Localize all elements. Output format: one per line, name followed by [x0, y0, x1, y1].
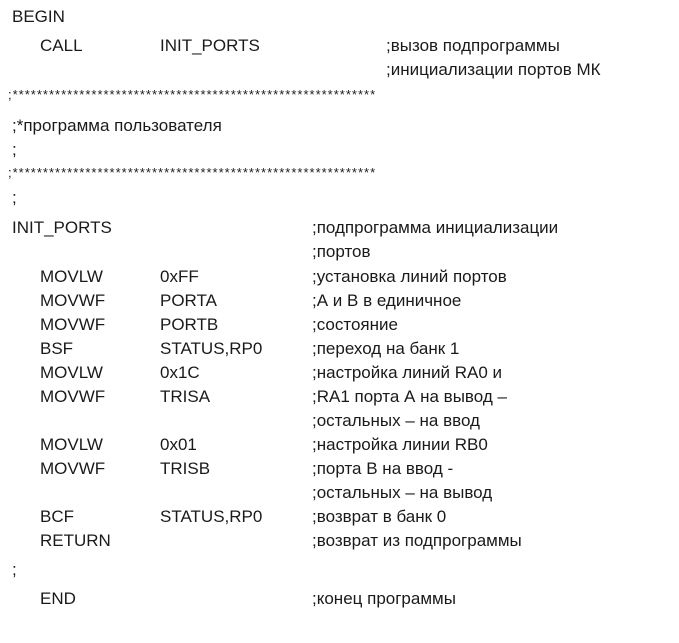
code-operand: TRISA: [160, 387, 211, 406]
code-comment: ;*программа пользователя: [12, 116, 222, 135]
separator-line: ;************************************************************: [8, 165, 377, 180]
code-line: [0, 409, 679, 433]
code-line: [0, 240, 679, 264]
code-comment: ;возврат из подпрограммы: [312, 531, 522, 550]
code-comment: ;остальных – на вывод: [312, 483, 493, 502]
code-line: [0, 433, 679, 457]
code-comment: ;конец программы: [312, 589, 456, 608]
code-comment: ;порта В на ввод -: [312, 459, 454, 478]
code-line: [0, 481, 679, 505]
code-comment: ;: [12, 188, 17, 207]
code-comment: ;подпрограмма инициализации: [312, 218, 559, 237]
code-comment: ;RA1 порта А на вывод –: [312, 387, 507, 406]
code-comment: ;: [12, 560, 17, 579]
code-line: [0, 164, 679, 188]
code-line: [0, 457, 679, 481]
code-line: [0, 34, 679, 58]
code-comment: ;настройка линий RA0 и: [312, 363, 503, 382]
code-operand: PORTB: [160, 315, 219, 334]
code-line: [0, 186, 679, 210]
code-opcode: BCF: [40, 507, 74, 526]
code-opcode: END: [40, 589, 76, 608]
code-line: [0, 587, 679, 611]
code-opcode: MOVWF: [40, 387, 106, 406]
code-label: BEGIN: [12, 7, 65, 26]
code-comment: ;состояние: [312, 315, 398, 334]
code-line: [0, 313, 679, 337]
code-line: [0, 5, 679, 29]
code-line: [0, 558, 679, 582]
code-opcode: MOVWF: [40, 459, 106, 478]
code-comment: ;инициализации портов МК: [386, 60, 601, 79]
code-opcode: MOVLW: [40, 363, 103, 382]
code-line: [0, 385, 679, 409]
code-comment: ;вызов подпрограммы: [386, 36, 560, 55]
code-comment: ;возврат в банк 0: [312, 507, 447, 526]
code-line: [0, 216, 679, 240]
code-line: [0, 505, 679, 529]
code-operand: STATUS,RP0: [160, 339, 263, 358]
code-opcode: MOVLW: [40, 267, 103, 286]
code-line: [0, 289, 679, 313]
code-opcode: BSF: [40, 339, 74, 358]
code-line: [0, 265, 679, 289]
code-line: [0, 337, 679, 361]
code-operand: TRISB: [160, 459, 211, 478]
code-line: [0, 58, 679, 82]
code-comment: ;А и В в единичное: [312, 291, 462, 310]
code-opcode: CALL: [40, 36, 83, 55]
code-operand: INIT_PORTS: [160, 36, 260, 55]
code-line: [0, 138, 679, 162]
code-operand: 0xFF: [160, 267, 199, 286]
code-line: [0, 86, 679, 110]
code-label: INIT_PORTS: [12, 218, 112, 237]
code-line: [0, 529, 679, 553]
code-opcode: MOVLW: [40, 435, 103, 454]
code-opcode: MOVWF: [40, 315, 106, 334]
code-comment: ;переход на банк 1: [312, 339, 460, 358]
code-comment: ;настройка линии RB0: [312, 435, 488, 454]
code-comment: ;: [12, 140, 17, 159]
code-opcode: RETURN: [40, 531, 111, 550]
code-operand: PORTA: [160, 291, 217, 310]
code-operand: 0x1C: [160, 363, 200, 382]
code-opcode: MOVWF: [40, 291, 106, 310]
code-line: [0, 114, 679, 138]
code-operand: STATUS,RP0: [160, 507, 263, 526]
code-operand: 0x01: [160, 435, 197, 454]
code-line: [0, 361, 679, 385]
code-comment: ;остальных – на ввод: [312, 411, 480, 430]
separator-line: ;************************************************************: [8, 87, 377, 102]
code-comment: ;установка линий портов: [312, 267, 507, 286]
code-comment: ;портов: [312, 242, 371, 261]
